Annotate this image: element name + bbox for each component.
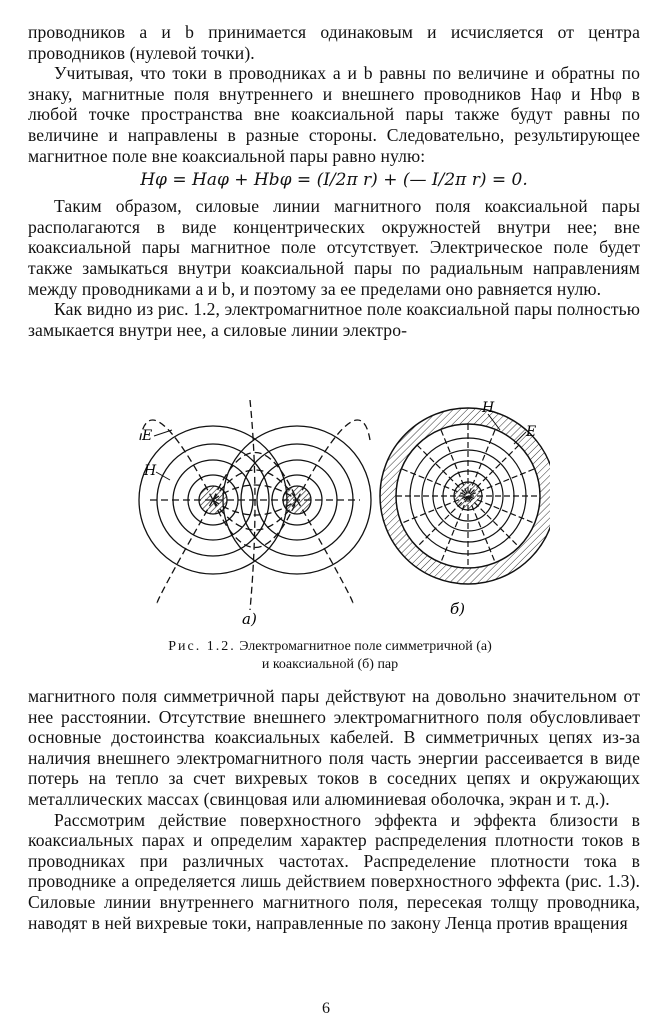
- paragraph-symmetric-field: магнитного поля симметричной пары действуют на довольно значительном от нее расстоянии. Отсутствие внешнего электромагнитного поля обусловливает основные достоинства коаксиальных кабелей. В симметричных цепях из-за наличия внешнего электромагнитного поля часть энергии рассеивается в виде потерь на тепло за счет вихревых токов в соседних цепях и окружающих металлических массах (свинцовая или алюминиевая оболочка, экран и т. д.).: [28, 686, 640, 809]
- label-e-right: E: [526, 424, 537, 440]
- bottom-text: [28, 686, 640, 933]
- paragraph-fields: Учитывая, что токи в проводниках a и b равны по величине и обратны по знаку, магнитные поля внутреннего и внешнего проводников Haφ и Hbφ в любой точке пространства вне коаксиальной пары также будут равны по величине и направлены в разные стороны. Следовательно, результирующее магнитное поле вне коаксиальной пары равно нулю:: [28, 63, 640, 166]
- page-number: 6: [322, 1000, 330, 1017]
- subfigure-b-label: б): [450, 600, 466, 618]
- label-e-left: E: [142, 428, 153, 444]
- caption-label: Рис. 1.2.: [168, 639, 236, 654]
- formula-h-phi: Hφ = Haφ + Hbφ = (I/2π r) + (— I/2π r) = 0.: [140, 170, 528, 191]
- subfigure-a-label: а): [242, 610, 257, 628]
- top-text: [28, 22, 640, 340]
- symmetric-pair-diagram: [139, 400, 371, 610]
- caption-line-2: и коаксиальной (б) пар: [261, 657, 399, 672]
- label-h-left: H: [144, 463, 157, 479]
- label-h-right: H: [482, 400, 495, 416]
- paragraph-figure-ref: Как видно из рис. 1.2, электромагнитное поле коаксиальной пары полностью замыкается внутри нее, а силовые линии электро-: [28, 299, 640, 340]
- paragraph-conclusion: Таким образом, силовые линии магнитного поля коаксиальной пары располагаются в виде концентрических окружностей внутри нее; вне коаксиальной пары магнитное поле отсутствует. Электрическое поле будет также замыкаться внутри коаксиальной пары по радиальным направлениям между проводниками a и b, и поэтому за ее пределами оно равняется нулю.: [28, 196, 640, 299]
- caption-line-1: Электромагнитное поле симметричной (а): [239, 639, 492, 654]
- figure-1-2: [130, 400, 550, 636]
- field-diagrams: [130, 400, 550, 636]
- coaxial-pair-diagram: [380, 408, 550, 584]
- paragraph-skin-effect: Рассмотрим действие поверхностного эффекта и эффекта близости в коаксиальных парах и определим характер распределения плотности токов в проводниках при различных частотах. Распределение плотности тока в проводнике a определяется лишь действием поверхностного эффекта (рис. 1.3). Силовые линии внутреннего магнитного поля, пересекая толщу проводника, наводят в ней вихревые токи, направленные по закону Ленца против вращения: [28, 809, 640, 933]
- paragraph-continued: проводников a и b принимается одинаковым и исчисляется от центра проводников (нулевой точки).: [28, 22, 640, 63]
- figure-caption: [90, 638, 570, 674]
